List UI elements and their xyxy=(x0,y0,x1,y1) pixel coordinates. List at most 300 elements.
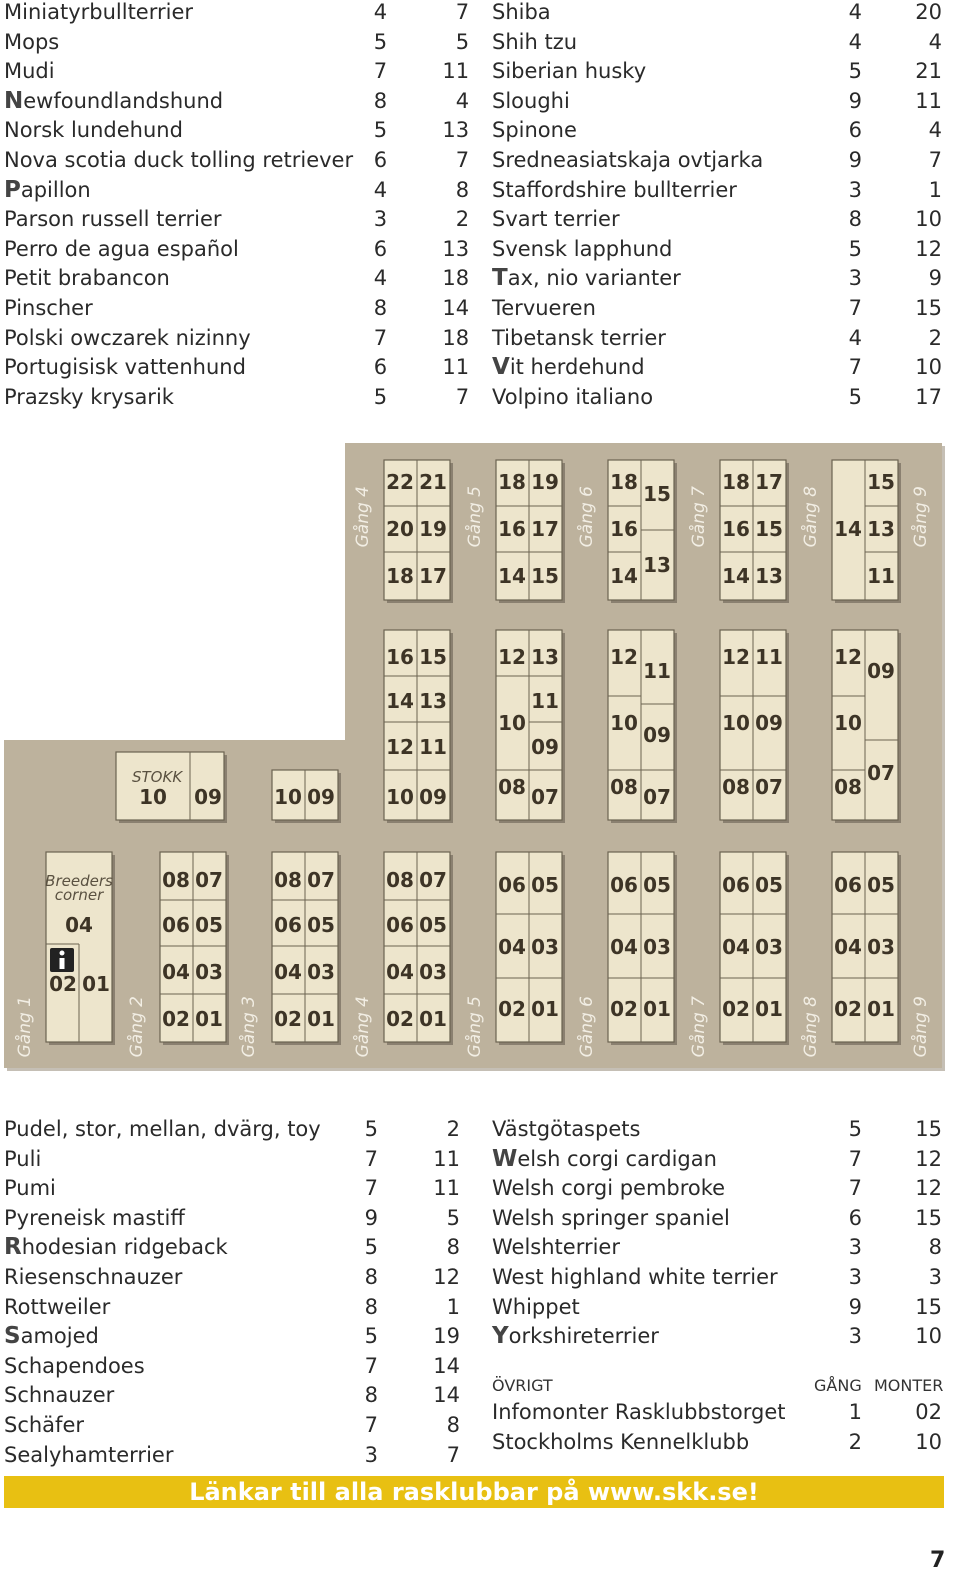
breed-row xyxy=(4,1233,460,1263)
aisle-label: Gång 2 xyxy=(127,996,147,1058)
booth-number: 03 xyxy=(195,960,223,984)
booth-number: 02 xyxy=(49,972,77,996)
breed-row xyxy=(492,57,942,87)
breed-monter: 15 xyxy=(915,295,942,320)
booth-number: 03 xyxy=(755,935,783,959)
breed-gang: 3 xyxy=(848,1235,862,1260)
info-icon-dot xyxy=(60,951,65,956)
breed-gang: 8 xyxy=(364,1383,378,1408)
booth-number: 04 xyxy=(65,913,93,937)
booth-number: 09 xyxy=(531,735,559,759)
breed-row xyxy=(4,1411,460,1441)
breed-monter: 3 xyxy=(928,1264,942,1289)
ovrigt-title: ÖVRIGT xyxy=(492,1376,553,1395)
ovrigt-monter-header: MONTER xyxy=(874,1376,944,1395)
breed-name xyxy=(4,1322,344,1352)
breed-gang: 7 xyxy=(364,1176,378,1201)
breed-name-text: Petit brabancon xyxy=(4,266,170,291)
breed-gang: 9 xyxy=(848,1294,862,1319)
breed-name-text: Rottweiler xyxy=(4,1294,111,1319)
breed-name-text: orkshireterrier xyxy=(508,1324,659,1349)
breed-row xyxy=(492,87,942,117)
breed-name-text: Sealyhamterrier xyxy=(4,1442,174,1467)
booth-number: 15 xyxy=(867,470,895,494)
booth-number: 12 xyxy=(722,645,750,669)
breed-name-text: Puli xyxy=(4,1146,42,1171)
breed-name xyxy=(4,383,353,413)
breed-name xyxy=(492,57,822,87)
booth-number: 06 xyxy=(610,873,638,897)
booth-number: 19 xyxy=(419,517,447,541)
breed-gang: 3 xyxy=(848,1264,862,1289)
booth-number: 01 xyxy=(419,1007,447,1031)
booth-number: 05 xyxy=(643,873,671,897)
booth-number: 02 xyxy=(722,997,750,1021)
breed-row xyxy=(4,116,469,146)
breed-name-text: Pumi xyxy=(4,1176,56,1201)
breed-row xyxy=(492,1233,942,1263)
breed-name-text: Pinscher xyxy=(4,295,93,320)
breed-gang: 9 xyxy=(848,147,862,172)
breed-gang: 7 xyxy=(848,1146,862,1171)
breed-name xyxy=(492,28,822,58)
breed-gang: 8 xyxy=(364,1294,378,1319)
booth-number: 10 xyxy=(610,711,638,735)
breed-gang: 6 xyxy=(373,355,388,380)
breed-monter: 10 xyxy=(915,207,942,232)
breed-row xyxy=(492,1174,942,1204)
breed-name-text: Mudi xyxy=(4,59,55,84)
breed-row xyxy=(492,1204,942,1234)
breed-name-text: Parson russell terrier xyxy=(4,207,222,232)
booth-number: 11 xyxy=(643,659,671,683)
booth-number: 06 xyxy=(722,873,750,897)
booth-number: 09 xyxy=(419,785,447,809)
breed-row xyxy=(492,383,942,413)
breed-name xyxy=(492,116,822,146)
breed-monter: 5 xyxy=(455,29,470,54)
breed-name xyxy=(492,1204,822,1234)
booth-number: 06 xyxy=(834,873,862,897)
booth-number: 07 xyxy=(531,785,559,809)
booth-number: 09 xyxy=(867,659,895,683)
booth-number: 08 xyxy=(162,868,190,892)
booth-number: 21 xyxy=(419,470,447,494)
breed-row xyxy=(492,1115,942,1145)
booth-number: 16 xyxy=(722,517,750,541)
breed-monter: 18 xyxy=(442,266,470,291)
booth-number: 01 xyxy=(755,997,783,1021)
breed-initial: N xyxy=(4,87,24,114)
breed-row xyxy=(4,324,469,354)
aisle-label: Gång 5 xyxy=(465,996,485,1058)
breed-name xyxy=(4,1115,344,1145)
breed-row xyxy=(4,57,469,87)
aisle-label: Gång 9 xyxy=(911,996,931,1058)
booth-number: 07 xyxy=(867,761,895,785)
breed-gang: 4 xyxy=(848,325,862,350)
breed-row xyxy=(492,0,942,28)
breed-name-text: Prazsky krysarik xyxy=(4,384,174,409)
breed-row xyxy=(4,28,469,58)
breed-row xyxy=(4,1204,460,1234)
booth-number: 07 xyxy=(195,868,223,892)
booth-number: 12 xyxy=(498,645,526,669)
booth-number: 05 xyxy=(867,873,895,897)
breed-name xyxy=(492,1174,822,1204)
breed-monter: 12 xyxy=(915,1146,942,1171)
booth-number: 17 xyxy=(531,517,559,541)
breed-monter: 11 xyxy=(442,59,470,84)
breed-name xyxy=(4,57,353,87)
booth-number: 15 xyxy=(419,645,447,669)
booth-number: 18 xyxy=(498,470,526,494)
booth-number: 08 xyxy=(386,868,414,892)
booth-number: 13 xyxy=(867,517,895,541)
booth-number: 18 xyxy=(610,470,638,494)
ovrigt-name: Stockholms Kennelklubb xyxy=(492,1429,750,1454)
breed-gang: 5 xyxy=(364,1235,378,1260)
breed-name-text: Welsh corgi pembroke xyxy=(492,1176,726,1201)
aisle-label: Gång 4 xyxy=(353,996,373,1058)
breed-name xyxy=(4,1145,344,1175)
breed-monter: 10 xyxy=(915,1324,942,1349)
booth-number: 19 xyxy=(531,470,559,494)
breed-gang: 9 xyxy=(364,1205,378,1230)
breed-row xyxy=(4,1441,460,1471)
breed-name-text: Spinone xyxy=(492,118,577,143)
breed-name-text: Schäfer xyxy=(4,1412,85,1437)
breed-list-bottom-right xyxy=(492,1115,942,1352)
aisle-label: Gång 4 xyxy=(353,486,373,548)
breed-gang: 7 xyxy=(373,59,388,84)
booth-number: 10 xyxy=(498,711,526,735)
breed-name-text: Welsh springer spaniel xyxy=(492,1205,730,1230)
breed-name xyxy=(492,383,822,413)
booth-number: 11 xyxy=(531,689,559,713)
booth-number: 01 xyxy=(643,997,671,1021)
booth-number: 05 xyxy=(195,913,223,937)
breed-gang: 7 xyxy=(373,325,388,350)
breed-monter: 7 xyxy=(455,147,470,172)
booth-number: 03 xyxy=(643,935,671,959)
breed-monter: 20 xyxy=(915,0,942,24)
booth-number: 10 xyxy=(386,785,414,809)
skk-links-banner[interactable]: Länkar till alla rasklubbar på www.skk.se! xyxy=(4,1476,944,1508)
breed-monter: 12 xyxy=(915,1176,942,1201)
booth-number: 18 xyxy=(386,564,414,588)
breed-row xyxy=(4,1381,460,1411)
breed-monter: 9 xyxy=(928,266,942,291)
ovrigt-monter: 10 xyxy=(915,1429,942,1454)
breed-gang: 3 xyxy=(364,1442,378,1467)
page-number: 7 xyxy=(930,1548,946,1573)
booth-number: 10 xyxy=(274,785,302,809)
breed-gang: 4 xyxy=(373,266,388,291)
booth-number: 14 xyxy=(834,517,862,541)
breed-row xyxy=(492,353,942,383)
booth-number: 02 xyxy=(498,997,526,1021)
booth-number: 04 xyxy=(386,960,414,984)
breed-name xyxy=(492,235,822,265)
booth-number: 08 xyxy=(274,868,302,892)
booth-number: 02 xyxy=(834,997,862,1021)
breed-name xyxy=(4,176,353,206)
breed-gang: 7 xyxy=(364,1146,378,1171)
breed-name-text: Pudel, stor, mellan, dvärg, toy xyxy=(4,1117,321,1141)
breed-monter: 15 xyxy=(915,1117,942,1141)
booth-number: 06 xyxy=(386,913,414,937)
breed-gang: 7 xyxy=(364,1353,378,1378)
breed-gang: 9 xyxy=(848,88,862,113)
breed-monter: 12 xyxy=(433,1264,460,1289)
breed-monter: 1 xyxy=(928,177,942,202)
breed-name-text: Sloughi xyxy=(492,88,570,113)
breed-name-text: Perro de agua español xyxy=(4,236,239,261)
breed-monter: 1 xyxy=(446,1294,460,1319)
breed-row xyxy=(492,294,942,324)
breed-monter: 2 xyxy=(446,1117,460,1141)
booth-number: 01 xyxy=(82,972,110,996)
breed-name xyxy=(4,0,353,28)
breed-monter: 8 xyxy=(446,1235,460,1260)
breed-monter: 7 xyxy=(446,1442,460,1467)
breed-name-text: Shih tzu xyxy=(492,29,578,54)
breed-row xyxy=(492,1263,942,1293)
breed-row xyxy=(4,1293,460,1323)
booth-number: 13 xyxy=(643,553,671,577)
breed-initial: W xyxy=(492,1145,518,1172)
booth-number: 13 xyxy=(531,645,559,669)
breed-gang: 8 xyxy=(373,295,388,320)
breed-monter: 14 xyxy=(442,295,470,320)
breed-name-text: Schnauzer xyxy=(4,1383,115,1408)
breed-gang: 7 xyxy=(848,1176,862,1201)
breed-monter: 12 xyxy=(915,236,942,261)
breed-name xyxy=(4,1441,344,1471)
breed-gang: 6 xyxy=(373,147,388,172)
breed-list-top-left xyxy=(4,0,469,412)
floor-map xyxy=(0,440,960,1080)
booth-number: 01 xyxy=(307,1007,335,1031)
breed-name-text: Polski owczarek nizinny xyxy=(4,325,251,350)
breed-name xyxy=(492,353,822,383)
breed-row xyxy=(492,324,942,354)
booth-number: 11 xyxy=(419,735,447,759)
booth-number: 07 xyxy=(307,868,335,892)
breed-monter: 11 xyxy=(915,88,942,113)
breed-row xyxy=(4,294,469,324)
booth-number: 12 xyxy=(610,645,638,669)
breed-name xyxy=(4,205,353,235)
ovrigt-table xyxy=(492,1398,942,1457)
breed-row xyxy=(492,176,942,206)
breed-name-text: Svart terrier xyxy=(492,207,620,232)
breed-name xyxy=(492,87,822,117)
booth-number: 12 xyxy=(386,735,414,759)
breed-row xyxy=(4,235,469,265)
booth-number: 16 xyxy=(386,645,414,669)
breed-monter: 13 xyxy=(442,236,470,261)
breed-list-top-right xyxy=(492,0,942,412)
booth-number: 17 xyxy=(419,564,447,588)
breeders-label: Breeders xyxy=(45,872,113,890)
booth-number: 01 xyxy=(531,997,559,1021)
breed-name xyxy=(4,1381,344,1411)
booth-number: 10 xyxy=(834,711,862,735)
breed-monter: 4 xyxy=(928,118,942,143)
breed-monter: 7 xyxy=(455,384,470,409)
breed-monter: 14 xyxy=(433,1353,460,1378)
breed-name xyxy=(4,294,353,324)
breed-monter: 4 xyxy=(928,29,942,54)
breed-initial: V xyxy=(492,354,510,381)
ovrigt-row xyxy=(492,1398,942,1428)
breed-monter: 8 xyxy=(446,1412,460,1437)
breed-name-text: Tibetansk terrier xyxy=(492,325,666,350)
aisle-label: Gång 8 xyxy=(801,996,821,1058)
booth-number: 07 xyxy=(643,785,671,809)
breed-name xyxy=(492,264,822,294)
breed-gang: 3 xyxy=(373,207,388,232)
ovrigt-gang: 2 xyxy=(848,1429,862,1454)
breeders-label: corner xyxy=(54,886,104,904)
breed-row xyxy=(4,353,469,383)
booth-number: 14 xyxy=(386,689,414,713)
booth-number: 20 xyxy=(386,517,414,541)
breed-name xyxy=(492,1145,822,1175)
booth-number: 09 xyxy=(643,723,671,747)
breed-gang: 8 xyxy=(848,207,862,232)
breed-name-text: West highland white terrier xyxy=(492,1264,778,1289)
breed-name xyxy=(492,176,822,206)
breed-name-text: Svensk lapphund xyxy=(492,236,673,261)
breed-name-text: Mops xyxy=(4,29,60,54)
breed-monter: 5 xyxy=(446,1205,460,1230)
breed-monter: 17 xyxy=(915,384,942,409)
breed-name-text: Schapendoes xyxy=(4,1353,145,1378)
breed-gang: 7 xyxy=(364,1412,378,1437)
booth-number: 15 xyxy=(643,482,671,506)
booth-number: 02 xyxy=(274,1007,302,1031)
booth-number: 05 xyxy=(419,913,447,937)
breed-name-text: Nova scotia duck tolling retriever xyxy=(4,147,354,172)
aisle-label: Gång 3 xyxy=(239,996,259,1058)
breed-name xyxy=(4,235,353,265)
breed-row xyxy=(492,1293,942,1323)
booth-number: 11 xyxy=(867,564,895,588)
breed-name-text: Tervueren xyxy=(492,295,596,320)
breed-name xyxy=(4,1293,344,1323)
booth-number: 04 xyxy=(722,935,750,959)
breed-row xyxy=(4,1263,460,1293)
breed-row xyxy=(492,146,942,176)
booth-number: 16 xyxy=(610,517,638,541)
breed-name xyxy=(492,324,822,354)
booth-number: 08 xyxy=(834,775,862,799)
booth-number: 16 xyxy=(498,517,526,541)
ovrigt-gang: 1 xyxy=(848,1400,862,1424)
breed-name xyxy=(4,1174,344,1204)
breed-name-text: elsh corgi cardigan xyxy=(517,1146,717,1171)
ovrigt-gang-header: GÅNG xyxy=(814,1376,862,1395)
breed-name-text: hodesian ridgeback xyxy=(21,1235,228,1260)
breed-monter: 8 xyxy=(928,1235,942,1260)
breed-initial: S xyxy=(4,1323,21,1350)
breed-name-text: Sredneasiatskaja ovtjarka xyxy=(492,147,764,172)
booth-number: 03 xyxy=(867,935,895,959)
booth-number: 01 xyxy=(195,1007,223,1031)
breed-name xyxy=(492,1263,822,1293)
breed-name xyxy=(492,1322,822,1352)
booth-number: 09 xyxy=(307,785,335,809)
breed-row xyxy=(4,1352,460,1382)
breed-name-text: Miniatyrbullterrier xyxy=(4,0,194,24)
booth-number: 06 xyxy=(162,913,190,937)
breed-name xyxy=(492,1115,822,1145)
booth-number: 01 xyxy=(867,997,895,1021)
booth-number: 15 xyxy=(755,517,783,541)
breed-name-text: Portugisisk vattenhund xyxy=(4,355,246,380)
breed-gang: 4 xyxy=(848,0,862,24)
breed-gang: 5 xyxy=(373,384,388,409)
booth-number: 03 xyxy=(419,960,447,984)
breed-gang: 6 xyxy=(848,118,862,143)
aisle-label: Gång 1 xyxy=(15,996,35,1058)
breed-gang: 4 xyxy=(373,177,388,202)
breed-name xyxy=(4,1204,344,1234)
breed-gang: 7 xyxy=(848,355,862,380)
booth-number: 05 xyxy=(531,873,559,897)
breed-gang: 5 xyxy=(848,236,862,261)
breed-name xyxy=(492,294,822,324)
breed-gang: 3 xyxy=(848,177,862,202)
breed-name-text: Whippet xyxy=(492,1294,580,1319)
booth-number: 09 xyxy=(755,711,783,735)
breed-name-text: Norsk lundehund xyxy=(4,118,183,143)
breed-monter: 4 xyxy=(455,88,470,113)
breed-name-text: ax, nio varianter xyxy=(507,266,681,291)
breed-name-text: Staffordshire bullterrier xyxy=(492,177,737,202)
breed-row xyxy=(4,1115,460,1145)
breed-gang: 6 xyxy=(848,1205,862,1230)
breed-initial: Y xyxy=(492,1323,509,1350)
booth-number: 11 xyxy=(755,645,783,669)
breed-monter: 15 xyxy=(915,1294,942,1319)
breed-name xyxy=(4,87,353,117)
booth-number: 10 xyxy=(722,711,750,735)
breed-monter: 2 xyxy=(455,207,470,232)
breed-monter: 21 xyxy=(915,59,942,84)
breed-gang: 7 xyxy=(848,295,862,320)
booth-number: 09 xyxy=(194,785,222,809)
booth-number: 04 xyxy=(834,935,862,959)
stokk-label: STOKK xyxy=(132,768,183,786)
booth-number: 03 xyxy=(531,935,559,959)
breed-gang: 5 xyxy=(373,118,388,143)
breed-name-text: Västgötaspets xyxy=(492,1117,641,1141)
booth-number: 14 xyxy=(722,564,750,588)
booth-number: 13 xyxy=(419,689,447,713)
ovrigt-name: Infomonter Rasklubbstorget xyxy=(492,1400,786,1424)
breed-monter: 18 xyxy=(442,325,470,350)
breed-monter: 7 xyxy=(928,147,942,172)
booth-number: 03 xyxy=(307,960,335,984)
booth-number: 18 xyxy=(722,470,750,494)
breed-row xyxy=(4,87,469,117)
breed-name xyxy=(4,353,353,383)
breed-row xyxy=(4,0,469,28)
